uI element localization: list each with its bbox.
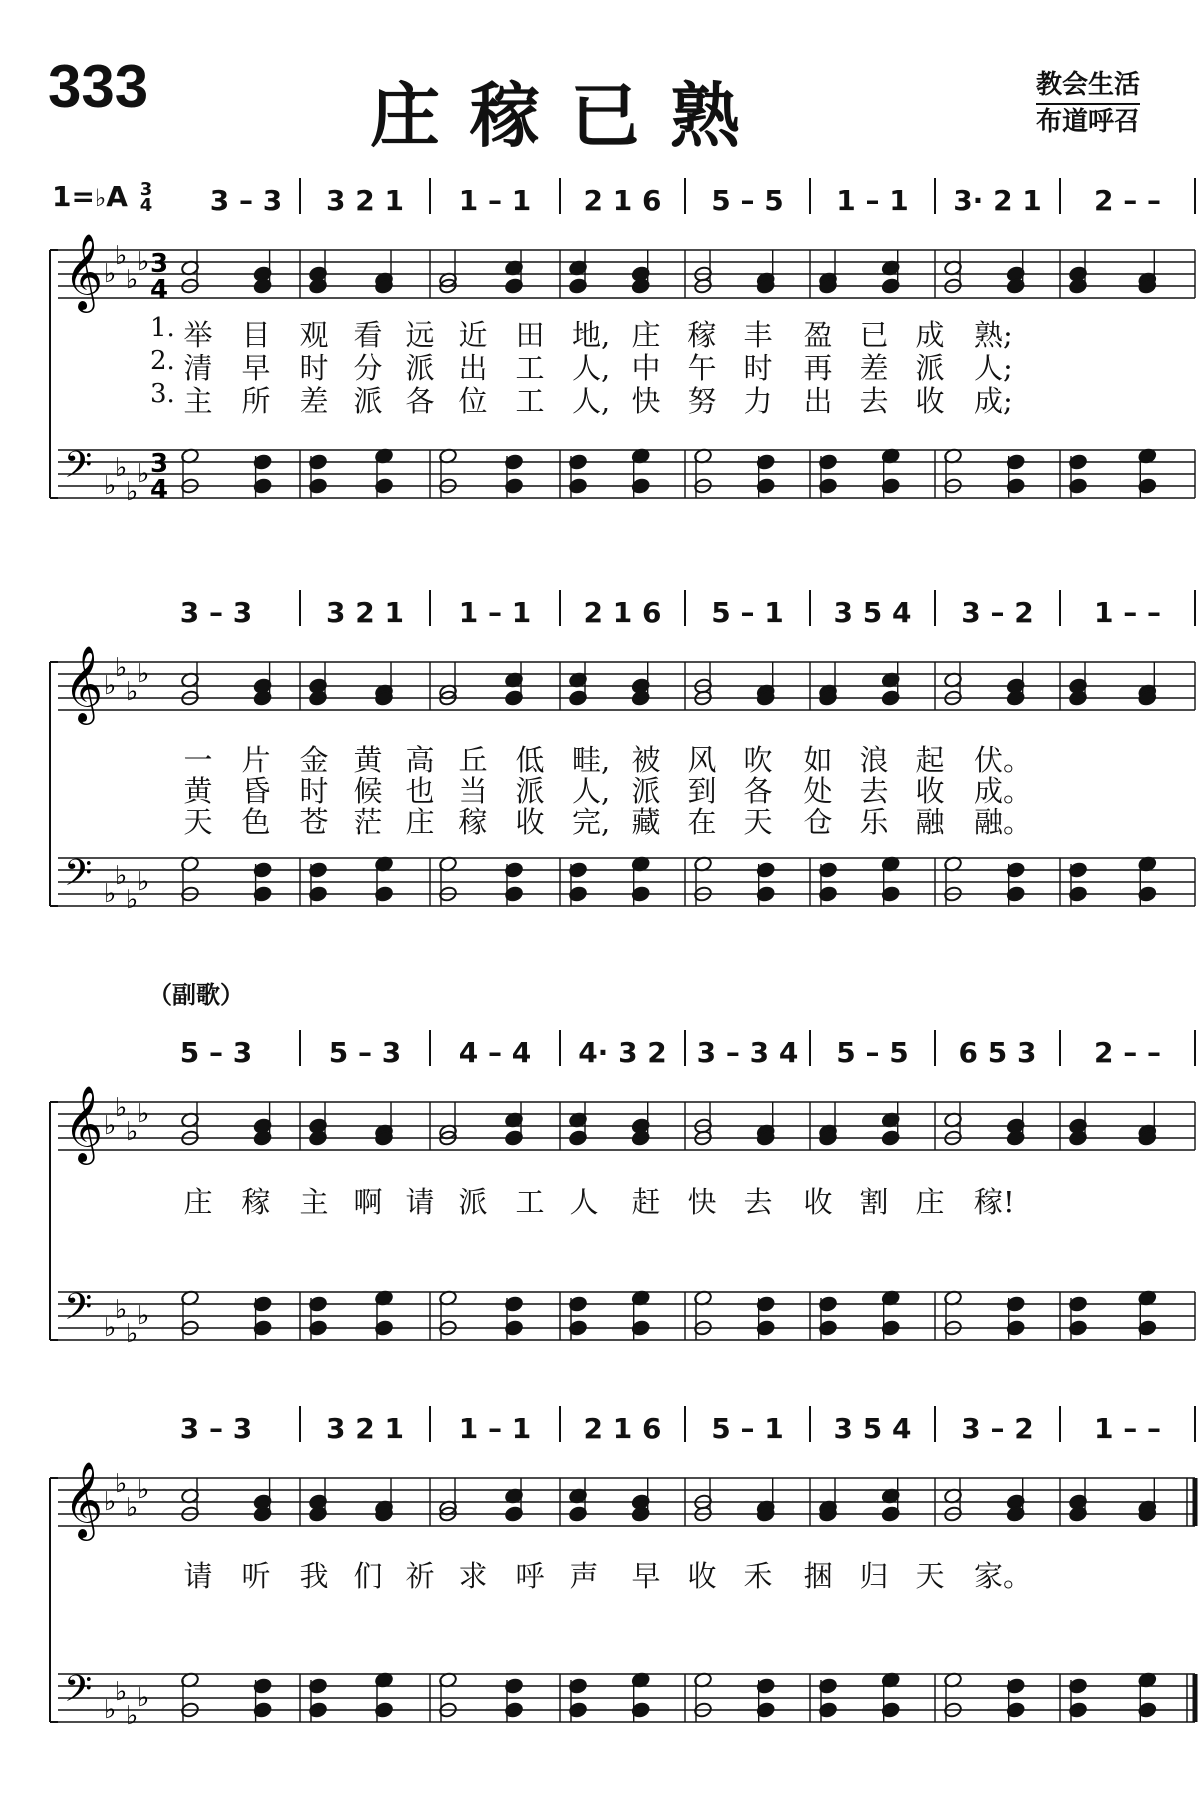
lyric-syllable: 早 <box>241 351 271 385</box>
lyric-syllable: 黄 <box>183 774 213 808</box>
jianpu-barline <box>809 178 811 214</box>
flat-icon: ♭ <box>115 241 128 271</box>
lyric-syllable: 再 <box>803 351 833 385</box>
lyric-syllable: 午 <box>687 351 717 385</box>
jianpu-barline <box>809 1030 811 1066</box>
lyric-syllable: 候 <box>353 774 383 808</box>
flat-icon: ♭ <box>104 671 117 701</box>
flat-icon: ♭ <box>104 1695 117 1725</box>
lyric-syllable: 工 <box>515 384 545 418</box>
lyric-syllable: 快 <box>631 384 661 418</box>
time-signature-top: 3 <box>150 249 169 279</box>
jianpu-barline <box>684 1030 686 1066</box>
jianpu-measure: 5 – 1 <box>711 1411 784 1445</box>
lyric-syllable: 请 <box>183 1559 213 1593</box>
jianpu-barline <box>684 1406 686 1442</box>
lyric-syllable: 收 <box>803 1185 833 1219</box>
jianpu-row <box>0 1032 1200 1072</box>
jianpu-measure: 5 – 3 <box>328 1035 402 1069</box>
time-signature-bottom: 4 <box>150 475 169 505</box>
key-note: A <box>106 180 128 213</box>
lyric-syllable: 分 <box>353 351 383 385</box>
flat-icon: ♭ <box>115 1677 128 1707</box>
lyric-syllable: 已 <box>859 318 889 352</box>
lyric-syllable: 庄 <box>405 805 435 839</box>
lyric-syllable: 浪 <box>859 743 889 777</box>
lyric-syllable: 当 <box>458 774 488 808</box>
verse-number: 3. <box>150 379 175 409</box>
jianpu-row <box>0 592 1200 632</box>
jianpu-measure: 1 – – <box>1094 1411 1161 1445</box>
grand-staff <box>0 1080 1200 1380</box>
lyric-syllable: 捆 <box>803 1559 833 1593</box>
jianpu-measure: 1 – 1 <box>458 1411 532 1445</box>
lyric-syllable: 派 <box>631 774 661 808</box>
jianpu-barline <box>1059 1030 1061 1066</box>
lyric-syllable: 观 <box>299 318 329 352</box>
flat-icon: ♭ <box>115 1469 128 1499</box>
jianpu-measure: 6 5 3 <box>958 1035 1037 1069</box>
lyrics-refrain <box>150 1180 1120 1219</box>
jianpu-measure: 5 – 5 <box>711 183 784 217</box>
lyric-syllable: 各 <box>405 384 435 418</box>
lyric-syllable: 伏。 <box>974 743 1033 777</box>
lyric-syllable: 也 <box>405 774 435 808</box>
lyric-syllable: 稼! <box>974 1185 1015 1219</box>
lyric-syllable: 庄 <box>631 318 661 352</box>
flat-icon: ♭ <box>126 265 139 295</box>
category-block <box>1036 68 1140 139</box>
verse-number: 1. <box>150 313 175 343</box>
flat-icon: ♭ <box>104 1313 117 1343</box>
lyric-syllable: 天 <box>743 805 773 839</box>
jianpu-measure: 1 – 1 <box>458 595 532 629</box>
lyric-syllable: 去 <box>743 1185 773 1219</box>
lyric-syllable: 人; <box>974 351 1013 385</box>
lyric-syllable: 中 <box>631 351 661 385</box>
lyric-syllable: 黄 <box>353 743 383 777</box>
lyric-syllable: 听 <box>241 1559 271 1593</box>
lyric-syllable: 片 <box>241 743 271 777</box>
hymn-number: 333 <box>48 53 149 120</box>
jianpu-barline <box>1059 590 1061 626</box>
jianpu-measure: 3 2 1 <box>326 595 404 629</box>
jianpu-measure: 3 – 3 <box>209 183 283 217</box>
lyric-syllable: 去 <box>859 384 889 418</box>
lyric-syllable: 一 <box>183 743 213 777</box>
jianpu-barline <box>429 1406 431 1442</box>
time-signature-top: 3 <box>150 449 169 479</box>
jianpu-barline <box>934 590 936 626</box>
lyric-syllable: 熟; <box>974 318 1013 352</box>
lyric-syllable: 清 <box>183 351 213 385</box>
jianpu-barline <box>684 590 686 626</box>
lyric-syllable: 我 <box>299 1559 329 1593</box>
lyric-syllable: 在 <box>687 805 717 839</box>
jianpu-measure: 1 – 1 <box>836 183 909 217</box>
lyric-syllable: 收 <box>915 384 945 418</box>
jianpu-barline <box>429 590 431 626</box>
verse-number: 2. <box>150 346 175 376</box>
flat-icon: ♭ <box>115 861 128 891</box>
flat-icon: ♭ <box>137 1475 150 1505</box>
hymn-title: 庄稼已熟 <box>370 75 770 157</box>
jianpu-measure: 3 – 2 <box>961 595 1034 629</box>
jianpu-row <box>0 1408 1200 1448</box>
jianpu-measure: 3 5 4 <box>833 1411 912 1445</box>
category-primary: 教会生活 <box>1036 68 1140 105</box>
lyric-syllable: 举 <box>183 318 213 352</box>
jianpu-barline <box>1059 1406 1061 1442</box>
jianpu-measure: 2 1 6 <box>583 1411 662 1445</box>
jianpu-barline <box>1059 178 1061 214</box>
lyric-syllable: 时 <box>299 351 329 385</box>
lyric-syllable: 到 <box>687 774 717 808</box>
jianpu-measure: 3 2 1 <box>326 1411 404 1445</box>
jianpu-measure: 5 – 3 <box>179 1035 253 1069</box>
jianpu-barline <box>1194 590 1196 626</box>
flat-icon: ♭ <box>137 1099 150 1129</box>
lyric-syllable: 色 <box>241 805 271 839</box>
flat-icon: ♭ <box>137 659 150 689</box>
bass-clef-icon: 𝄢 <box>64 1286 93 1337</box>
lyric-syllable: 努 <box>687 384 717 418</box>
lyric-syllable: 稼 <box>241 1185 271 1219</box>
lyric-syllable: 家。 <box>974 1559 1033 1593</box>
lyric-syllable: 远 <box>405 318 435 352</box>
lyric-syllable: 收 <box>515 805 545 839</box>
lyric-syllable: 目 <box>241 318 271 352</box>
lyric-syllable: 人, <box>572 351 611 385</box>
lyric-syllable: 成; <box>974 384 1013 418</box>
lyric-syllable: 天 <box>915 1559 945 1593</box>
flat-icon: ♭ <box>115 653 128 683</box>
flat-icon: ♭ <box>137 459 150 489</box>
lyrics-verse-3 <box>150 800 1120 839</box>
jianpu-row <box>0 180 1200 220</box>
jianpu-measure: 3 – 3 4 <box>696 1035 799 1069</box>
jianpu-measure: 3· 2 1 <box>953 183 1042 217</box>
lyric-syllable: 畦, <box>572 743 611 777</box>
lyric-syllable: 出 <box>803 384 833 418</box>
lyric-syllable: 主 <box>183 384 213 418</box>
lyric-syllable: 出 <box>458 351 488 385</box>
lyric-syllable: 丰 <box>743 318 773 352</box>
refrain-label: （副歌） <box>148 981 244 1009</box>
key-label: 1= <box>52 180 95 213</box>
flat-icon: ♭ <box>104 1487 117 1517</box>
lyric-syllable: 成 <box>915 318 945 352</box>
lyric-syllable: 庄 <box>183 1185 213 1219</box>
lyric-syllable: 丘 <box>458 743 488 777</box>
lyric-syllable: 派 <box>515 774 545 808</box>
jianpu-measure: 1 – 1 <box>458 183 532 217</box>
jianpu-barline <box>299 1030 301 1066</box>
lyric-syllable: 苍 <box>299 805 329 839</box>
lyric-syllable: 请 <box>405 1185 435 1219</box>
jianpu-barline <box>299 178 301 214</box>
lyric-syllable: 稼 <box>687 318 717 352</box>
time-signature-top: 3 <box>139 179 153 200</box>
grand-staff <box>0 1456 1200 1756</box>
lyric-syllable: 风 <box>687 743 717 777</box>
jianpu-measure: 3 – 2 <box>961 1411 1034 1445</box>
flat-icon: ♭ <box>104 879 117 909</box>
flat-icon: ♭ <box>126 477 139 507</box>
treble-clef-icon: 𝄞 <box>64 1461 104 1538</box>
category-secondary: 布道呼召 <box>1035 107 1140 137</box>
bass-clef-icon: 𝄢 <box>64 1668 93 1719</box>
lyric-syllable: 人 <box>569 1185 599 1219</box>
lyric-syllable: 成。 <box>974 774 1033 808</box>
lyric-syllable: 收 <box>915 774 945 808</box>
lyric-syllable: 庄 <box>915 1185 945 1219</box>
flat-icon: ♭ <box>126 677 139 707</box>
lyric-syllable: 早 <box>631 1559 661 1593</box>
jianpu-measure: 3 2 1 <box>326 183 404 217</box>
flat-icon: ♭ <box>126 885 139 915</box>
lyrics-verse-2 <box>150 769 1120 808</box>
flat-icon: ♭ <box>115 453 128 483</box>
flat-icon: ♭ <box>115 1093 128 1123</box>
lyrics-final <box>150 1554 1120 1593</box>
treble-clef-icon: 𝄞 <box>64 233 104 310</box>
lyric-syllable: 金 <box>299 743 329 777</box>
lyric-syllable: 田 <box>515 318 545 352</box>
flat-icon: ♭ <box>137 247 150 277</box>
lyric-syllable: 位 <box>458 384 488 418</box>
lyrics-verse-2 <box>150 346 1120 385</box>
flat-icon: ♭ <box>104 471 117 501</box>
lyric-syllable: 禾 <box>743 1559 773 1593</box>
lyrics-verse-1 <box>150 738 1120 777</box>
jianpu-barline <box>1194 178 1196 214</box>
lyric-syllable: 处 <box>803 774 833 808</box>
flat-icon: ♭ <box>137 867 150 897</box>
flat-icon: ♭ <box>115 1295 128 1325</box>
lyric-syllable: 起 <box>915 743 945 777</box>
lyric-syllable: 啊 <box>353 1185 383 1219</box>
lyric-syllable: 看 <box>353 318 383 352</box>
jianpu-barline <box>559 1030 561 1066</box>
lyric-syllable: 盈 <box>803 318 833 352</box>
jianpu-measure: 3 5 4 <box>833 595 912 629</box>
jianpu-barline <box>684 178 686 214</box>
lyric-syllable: 地, <box>572 318 611 352</box>
lyric-syllable: 派 <box>458 1185 488 1219</box>
bass-clef-icon: 𝄢 <box>64 852 93 903</box>
lyric-syllable: 如 <box>803 743 833 777</box>
lyric-syllable: 工 <box>515 351 545 385</box>
flat-icon: ♭ <box>137 1301 150 1331</box>
lyric-syllable: 近 <box>458 318 488 352</box>
treble-clef-icon: 𝄞 <box>64 1085 104 1162</box>
lyric-syllable: 人, <box>572 774 611 808</box>
jianpu-barline <box>934 178 936 214</box>
lyric-syllable: 乐 <box>859 805 889 839</box>
lyric-syllable: 去 <box>859 774 889 808</box>
jianpu-barline <box>559 178 561 214</box>
lyric-syllable: 割 <box>859 1185 889 1219</box>
grand-staff-lines <box>50 1461 1195 1731</box>
lyric-syllable: 时 <box>299 774 329 808</box>
jianpu-barline <box>559 590 561 626</box>
flat-icon: ♭ <box>126 1701 139 1731</box>
jianpu-measure: 4· 3 2 <box>578 1035 667 1069</box>
lyric-syllable: 们 <box>353 1559 383 1593</box>
jianpu-barline <box>934 1030 936 1066</box>
lyric-syllable: 融 <box>915 805 945 839</box>
lyric-syllable: 吹 <box>743 743 773 777</box>
jianpu-measure: 2 – – <box>1094 1035 1161 1069</box>
lyric-syllable: 被 <box>631 743 661 777</box>
lyric-syllable: 昏 <box>241 774 271 808</box>
flat-icon: ♭ <box>137 1683 150 1713</box>
lyrics-verse-3 <box>150 379 1120 418</box>
lyric-syllable: 藏 <box>631 805 661 839</box>
jianpu-barline <box>559 1406 561 1442</box>
jianpu-measure: 5 – 5 <box>836 1035 909 1069</box>
lyric-syllable: 高 <box>405 743 435 777</box>
jianpu-measure: 3 – 3 <box>179 595 253 629</box>
lyric-syllable: 天 <box>183 805 213 839</box>
flat-icon: ♭ <box>104 1111 117 1141</box>
lyric-syllable: 低 <box>515 743 545 777</box>
jianpu-measure: 2 1 6 <box>583 183 662 217</box>
flat-icon: ♭ <box>94 184 107 212</box>
lyric-syllable: 差 <box>299 384 329 418</box>
lyric-syllable: 稼 <box>458 805 488 839</box>
flat-icon: ♭ <box>104 259 117 289</box>
lyric-syllable: 差 <box>859 351 889 385</box>
lyric-syllable: 所 <box>241 384 271 418</box>
lyric-syllable: 仓 <box>803 805 833 839</box>
lyric-syllable: 完, <box>572 805 611 839</box>
jianpu-barline <box>809 1406 811 1442</box>
time-signature-bottom: 4 <box>139 195 153 216</box>
flat-icon: ♭ <box>126 1493 139 1523</box>
lyric-syllable: 人, <box>572 384 611 418</box>
lyric-syllable: 派 <box>405 351 435 385</box>
jianpu-barline <box>429 1030 431 1066</box>
treble-clef-icon: 𝄞 <box>64 645 104 722</box>
lyric-syllable: 祈 <box>405 1559 435 1593</box>
jianpu-barline <box>429 178 431 214</box>
lyric-syllable: 主 <box>299 1185 329 1219</box>
jianpu-barline <box>934 1406 936 1442</box>
lyric-syllable: 求 <box>458 1559 488 1593</box>
lyric-syllable: 归 <box>859 1559 889 1593</box>
flat-icon: ♭ <box>126 1117 139 1147</box>
jianpu-measure: 3 – 3 <box>179 1411 253 1445</box>
lyric-syllable: 各 <box>743 774 773 808</box>
lyric-syllable: 派 <box>353 384 383 418</box>
jianpu-measure: 5 – 1 <box>711 595 784 629</box>
jianpu-measure: 2 1 6 <box>583 595 662 629</box>
lyric-syllable: 声 <box>569 1559 599 1593</box>
time-signature-bottom: 4 <box>150 275 169 305</box>
lyric-syllable: 力 <box>743 384 773 418</box>
lyrics-verse-1 <box>150 313 1120 352</box>
jianpu-barline <box>299 590 301 626</box>
lyric-syllable: 快 <box>687 1185 717 1219</box>
lyric-syllable: 融。 <box>974 805 1033 839</box>
lyric-syllable: 收 <box>687 1559 717 1593</box>
grand-staff-lines <box>50 1085 1195 1349</box>
jianpu-barline <box>809 590 811 626</box>
jianpu-measure: 2 – – <box>1094 183 1161 217</box>
bass-clef-icon: 𝄢 <box>64 444 93 495</box>
lyric-syllable: 时 <box>743 351 773 385</box>
lyric-syllable: 派 <box>915 351 945 385</box>
flat-icon: ♭ <box>126 1319 139 1349</box>
jianpu-measure: 4 – 4 <box>458 1035 532 1069</box>
jianpu-barline <box>299 1406 301 1442</box>
jianpu-measure: 1 – – <box>1094 595 1161 629</box>
lyric-syllable: 呼 <box>515 1559 545 1593</box>
lyric-syllable: 工 <box>515 1185 545 1219</box>
lyric-syllable: 赶 <box>631 1185 661 1219</box>
lyric-syllable: 茫 <box>353 805 383 839</box>
jianpu-barline <box>1194 1030 1196 1066</box>
jianpu-barline <box>1194 1406 1196 1442</box>
